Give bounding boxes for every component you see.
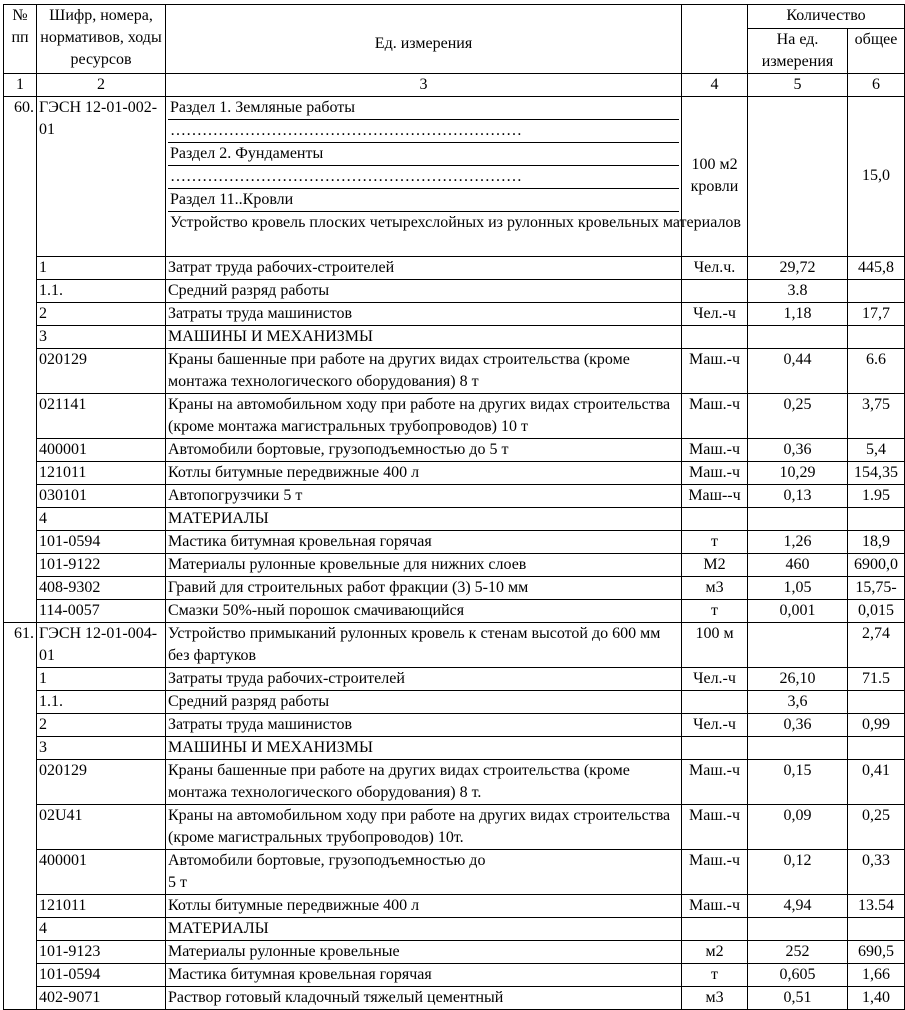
resource-total: 71.5: [848, 667, 905, 690]
entry-unit: 100 м2 кровли: [682, 97, 748, 257]
entry-total: 15,0: [848, 97, 905, 257]
resource-per-unit: 0,15: [748, 759, 848, 804]
resource-description: Автомобили бортовые, грузоподъемностью до 5 т: [166, 849, 682, 894]
resource-total: 690,5: [848, 940, 905, 963]
resource-code: 02U41: [37, 804, 166, 849]
resource-total: 1,40: [848, 986, 905, 1009]
resource-description: МАШИНЫ И МЕХАНИЗМЫ: [166, 325, 682, 348]
resource-description: МАШИНЫ И МЕХАНИЗМЫ: [166, 736, 682, 759]
table-row: [4, 917, 905, 940]
table-row: [4, 576, 905, 599]
table-row: [4, 736, 905, 759]
resource-code: 101-0594: [37, 530, 166, 553]
entry-total: 2,74: [848, 622, 905, 667]
table-row: [4, 713, 905, 736]
table-row: [4, 690, 905, 713]
resource-per-unit: 29,72: [748, 256, 848, 279]
resource-unit: [682, 507, 748, 530]
table-row: [4, 599, 905, 622]
table-row: [4, 963, 905, 986]
entry-number: 60.: [4, 97, 37, 623]
header-quantity: Количество: [748, 5, 905, 29]
resource-per-unit: 0,09: [748, 804, 848, 849]
resource-description: Краны башенные при работе на других видах строительства (кроме монтажа технологического оборудования) 8 т: [166, 348, 682, 393]
resource-description: Затрат труда рабочих-строителей: [166, 256, 682, 279]
table-row: [4, 940, 905, 963]
resource-unit: Чел.-ч: [682, 302, 748, 325]
entry-number: 61.: [4, 622, 37, 1009]
resource-unit: Чел.ч.: [682, 256, 748, 279]
resource-description: Средний разряд работы: [166, 690, 682, 713]
resource-total: 0,41: [848, 759, 905, 804]
resource-total: [848, 917, 905, 940]
resource-unit: Маш.-ч: [682, 393, 748, 438]
resource-total: 15,75-: [848, 576, 905, 599]
resource-code: 121011: [37, 461, 166, 484]
header-no: № пп: [4, 5, 37, 74]
resource-per-unit: 3,6: [748, 690, 848, 713]
resource-per-unit: 26,10: [748, 667, 848, 690]
resource-code: 402-9071: [37, 986, 166, 1009]
resource-unit: т: [682, 963, 748, 986]
resource-code: 1.1.: [37, 690, 166, 713]
resource-per-unit: 4,94: [748, 894, 848, 917]
resource-description: МАТЕРИАЛЫ: [166, 507, 682, 530]
resource-unit: [682, 690, 748, 713]
resource-code: 1.1.: [37, 279, 166, 302]
resource-description: Затраты труда рабочих-строителей: [166, 667, 682, 690]
entry-per-unit: [748, 622, 848, 667]
section-line: Раздел 1. Земляные работы: [168, 97, 679, 120]
table-row: [4, 325, 905, 348]
resource-per-unit: [748, 507, 848, 530]
resource-total: 5,4: [848, 438, 905, 461]
column-number: 3: [166, 74, 682, 97]
column-number: 5: [748, 74, 848, 97]
resource-code: 121011: [37, 894, 166, 917]
resource-code: 101-9123: [37, 940, 166, 963]
resource-description: Автопогрузчики 5 т: [166, 484, 682, 507]
table-row: [4, 894, 905, 917]
resource-description: Затраты труда машинистов: [166, 713, 682, 736]
resource-unit: Маш.-ч: [682, 894, 748, 917]
resource-total: 13.54: [848, 894, 905, 917]
resource-per-unit: 0,44: [748, 348, 848, 393]
resource-total: [848, 325, 905, 348]
resource-code: 2: [37, 302, 166, 325]
resource-code: 030101: [37, 484, 166, 507]
table-row: [4, 553, 905, 576]
resource-total: 154,35: [848, 461, 905, 484]
resource-code: 1: [37, 667, 166, 690]
entry-description: Устройство примыканий рулонных кровель к стенам высотой до 600 мм без фартуков: [166, 622, 682, 667]
resource-unit: Маш.-ч: [682, 461, 748, 484]
resource-per-unit: 1,26: [748, 530, 848, 553]
table-row: [4, 393, 905, 438]
resource-description: Материалы рулонные кровельные для нижних слоев: [166, 553, 682, 576]
resource-unit: [682, 279, 748, 302]
resource-description: Раствор готовый кладочный тяжелый цементный: [166, 986, 682, 1009]
estimate-table: [3, 4, 905, 1010]
table-row: [4, 438, 905, 461]
resource-total: 6900,0: [848, 553, 905, 576]
resource-description: Затраты труда машинистов: [166, 302, 682, 325]
column-number: 4: [682, 74, 748, 97]
resource-description: Краны башенные при работе на других видах строительства (кроме монтажа технологического оборудования) 8 т.: [166, 759, 682, 804]
resource-code: 3: [37, 736, 166, 759]
header-unit: Ед. измерения: [166, 5, 682, 74]
resource-code: 4: [37, 917, 166, 940]
resource-code: 020129: [37, 348, 166, 393]
resource-total: 6.6: [848, 348, 905, 393]
resource-description: Средний разряд работы: [166, 279, 682, 302]
resource-total: [848, 690, 905, 713]
header-per-unit: На ед. измерения: [748, 29, 848, 74]
header-total: общее: [848, 29, 905, 74]
resource-per-unit: 0,605: [748, 963, 848, 986]
resource-unit: м2: [682, 940, 748, 963]
resource-per-unit: 3.8: [748, 279, 848, 302]
resource-code: 4: [37, 507, 166, 530]
resource-code: 021141: [37, 393, 166, 438]
resource-unit: т: [682, 530, 748, 553]
header-code: Шифр, номера, нормативов, ходы ресурсов: [37, 5, 166, 74]
resource-per-unit: 1,18: [748, 302, 848, 325]
resource-total: 1.95: [848, 484, 905, 507]
resource-code: 408-9302: [37, 576, 166, 599]
resource-description: Краны на автомобильном ходу при работе на других видах строительства (кроме магистральных трубопроводов) 10т.: [166, 804, 682, 849]
resource-total: 3,75: [848, 393, 905, 438]
resource-unit: м3: [682, 576, 748, 599]
resource-per-unit: [748, 325, 848, 348]
resource-description: МАТЕРИАЛЫ: [166, 917, 682, 940]
resource-code: 400001: [37, 849, 166, 894]
resource-unit: Чел.-ч: [682, 667, 748, 690]
dotted-line: …………………………………………………………: [168, 166, 679, 189]
resource-code: 101-0594: [37, 963, 166, 986]
table-row: [4, 348, 905, 393]
resource-code: 114-0057: [37, 599, 166, 622]
resource-unit: Маш.-ч: [682, 348, 748, 393]
resource-total: [848, 279, 905, 302]
resource-total: 18,9: [848, 530, 905, 553]
resource-per-unit: 0,001: [748, 599, 848, 622]
table-row: [4, 759, 905, 804]
table-row: [4, 530, 905, 553]
entry-unit: 100 м: [682, 622, 748, 667]
resource-total: 445,8: [848, 256, 905, 279]
resource-code: 2: [37, 713, 166, 736]
resource-description: Гравий для строительных работ фракции (3) 5-10 мм: [166, 576, 682, 599]
table-row: [4, 256, 905, 279]
resource-per-unit: 252: [748, 940, 848, 963]
table-row: [4, 667, 905, 690]
header-empty: [682, 5, 748, 74]
table-row: [4, 461, 905, 484]
resource-per-unit: 0,36: [748, 438, 848, 461]
resource-unit: [682, 736, 748, 759]
resource-total: 0,25: [848, 804, 905, 849]
table-row: [4, 279, 905, 302]
section-line: Раздел 2. Фундаменты: [168, 143, 679, 166]
table-row: [4, 804, 905, 849]
column-number: 6: [848, 74, 905, 97]
column-number: 2: [37, 74, 166, 97]
resource-description: Котлы битумные передвижные 400 л: [166, 894, 682, 917]
resource-description: Смазки 50%-ный порошок смачивающийся: [166, 599, 682, 622]
resource-per-unit: 10,29: [748, 461, 848, 484]
resource-per-unit: 0,36: [748, 713, 848, 736]
entry-per-unit: [748, 97, 848, 257]
resource-unit: М2: [682, 553, 748, 576]
resource-total: 0,015: [848, 599, 905, 622]
resource-per-unit: 1,05: [748, 576, 848, 599]
resource-code: 1: [37, 256, 166, 279]
resource-description: Мастика битумная кровельная горячая: [166, 963, 682, 986]
resource-per-unit: 0,25: [748, 393, 848, 438]
table-row: [4, 302, 905, 325]
resource-code: 400001: [37, 438, 166, 461]
resource-unit: Маш.-ч: [682, 804, 748, 849]
resource-total: 1,66: [848, 963, 905, 986]
resource-total: [848, 507, 905, 530]
resource-unit: Маш.-ч: [682, 438, 748, 461]
resource-per-unit: [748, 736, 848, 759]
resource-code: 020129: [37, 759, 166, 804]
resource-code: 101-9122: [37, 553, 166, 576]
resource-description: Краны на автомобильном ходу при работе на других видах строительства (кроме монтажа магистральных трубопроводов) 10 т: [166, 393, 682, 438]
dotted-line: …………………………………………………………: [168, 120, 679, 143]
table-row: [4, 484, 905, 507]
resource-description: Материалы рулонные кровельные: [166, 940, 682, 963]
entry-code: ГЭСН 12-01-004-01: [37, 622, 166, 667]
resource-total: 17,7: [848, 302, 905, 325]
resource-unit: Чел.-ч: [682, 713, 748, 736]
entry-code: ГЭСН 12-01-002-01: [37, 97, 166, 257]
table-row: [4, 849, 905, 894]
resource-unit: Маш--ч: [682, 484, 748, 507]
resource-per-unit: 0,51: [748, 986, 848, 1009]
resource-per-unit: 0,13: [748, 484, 848, 507]
resource-total: 0,33: [848, 849, 905, 894]
resource-unit: [682, 325, 748, 348]
resource-total: 0,99: [848, 713, 905, 736]
work-description: Устройство кровель плоских четырехслойных из рулонных кровельных материалов: [170, 214, 741, 231]
resource-unit: [682, 917, 748, 940]
table-row: [4, 986, 905, 1009]
resource-total: [848, 736, 905, 759]
table-row: [4, 507, 905, 530]
resource-unit: Маш.-ч: [682, 849, 748, 894]
resource-unit: м3: [682, 986, 748, 1009]
resource-per-unit: [748, 917, 848, 940]
resource-description: Мастика битумная кровельная горячая: [166, 530, 682, 553]
section-line: Раздел 11..Кровли: [168, 189, 679, 212]
resource-description: Автомобили бортовые, грузоподъемностью до 5 т: [166, 438, 682, 461]
column-number: 1: [4, 74, 37, 97]
resource-unit: т: [682, 599, 748, 622]
resource-code: 3: [37, 325, 166, 348]
resource-unit: Маш.-ч: [682, 759, 748, 804]
resource-per-unit: 0,12: [748, 849, 848, 894]
resource-description: Котлы битумные передвижные 400 л: [166, 461, 682, 484]
resource-per-unit: 460: [748, 553, 848, 576]
